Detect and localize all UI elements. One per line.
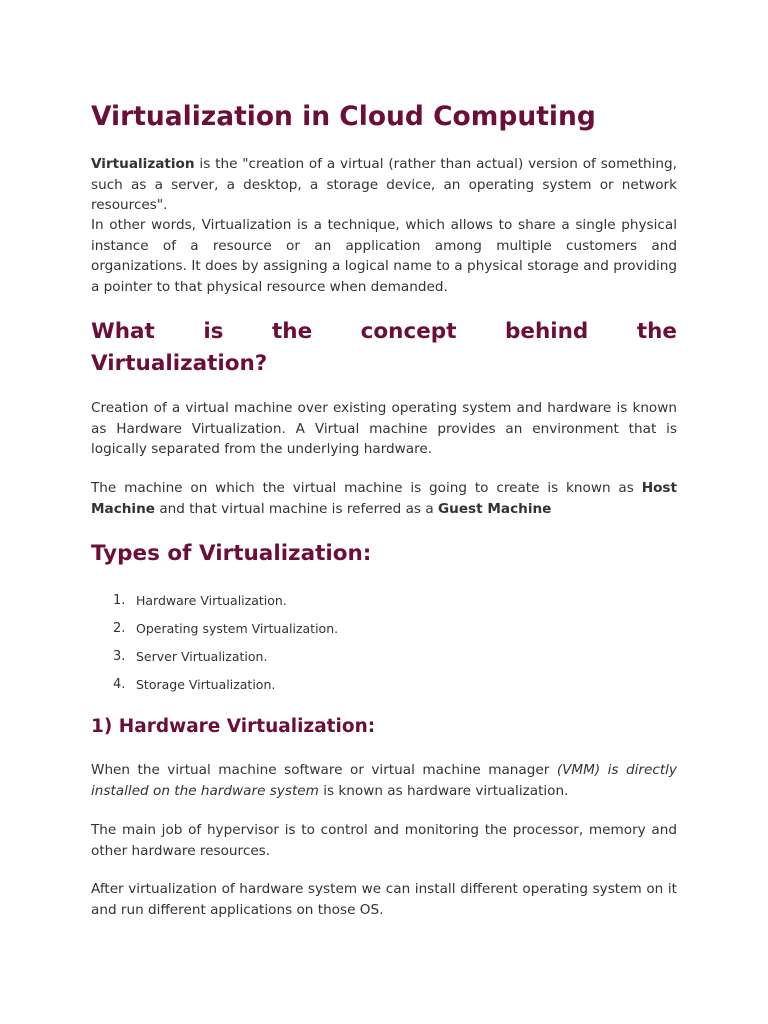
list-item-label: Storage Virtualization. bbox=[136, 677, 276, 692]
list-item-number: 3. bbox=[113, 649, 126, 664]
hardware-paragraph-3: After virtualization of hardware system we can install different operating system on it and run different applications on those OS. bbox=[91, 881, 677, 918]
concept-paragraph-2-mid: and that virtual machine is referred as a bbox=[155, 500, 438, 517]
virtualization-term: Virtualization bbox=[91, 156, 195, 172]
list-item bbox=[91, 620, 677, 648]
list-item-label: Server Virtualization. bbox=[136, 649, 268, 664]
concept-heading bbox=[91, 316, 677, 380]
hardware-paragraph-2: The main job of hypervisor is to control and monitoring the processor, memory and other hardware resources. bbox=[91, 822, 677, 859]
types-list bbox=[91, 592, 677, 704]
hardware-paragraph-1-start: When the virtual machine software or virtual machine manager bbox=[91, 762, 557, 778]
list-item-number: 1. bbox=[113, 593, 126, 608]
concept-heading-line2: Virtualization? bbox=[91, 351, 268, 376]
guest-machine-term: Guest Machine bbox=[438, 500, 552, 517]
list-item bbox=[91, 592, 677, 620]
list-item-number: 4. bbox=[113, 677, 126, 692]
list-item bbox=[91, 648, 677, 676]
list-item bbox=[91, 676, 677, 704]
list-item-label: Hardware Virtualization. bbox=[136, 593, 287, 608]
page-title: Virtualization in Cloud Computing bbox=[91, 101, 596, 132]
intro-paragraph bbox=[91, 154, 677, 216]
vmm-italic-text: (VMM) is directly installed on the hardware system bbox=[91, 762, 677, 799]
hardware-paragraph-1 bbox=[91, 760, 677, 801]
intro-paragraph-2: In other words, Virtualization is a technique, which allows to share a single physical instance of a resource or an application among multiple customers and organizations. It does by assigning a logical name to a physical storage and providing a pointer to that physical resource when demanded. bbox=[91, 217, 677, 295]
virtualization-definition: is the "creation of a virtual (rather than actual) version of something, such as a server, a desktop, a storage device, an operating system or network resources". bbox=[91, 156, 677, 213]
types-heading: Types of Virtualization: bbox=[91, 541, 372, 566]
list-item-label: Operating system Virtualization. bbox=[136, 621, 339, 636]
host-machine-term: Host Machine bbox=[91, 480, 677, 517]
concept-heading-line1: What is the concept behind the bbox=[91, 319, 677, 344]
concept-paragraph-2 bbox=[91, 478, 677, 519]
list-item-number: 2. bbox=[113, 621, 126, 636]
concept-paragraph-1: Creation of a virtual machine over existing operating system and hardware is known as Hardware Virtualization. A Virtual machine provides an environment that is logically separated from the underlying hardware. bbox=[91, 400, 677, 457]
hardware-paragraph-1-end: is known as hardware virtualization. bbox=[318, 782, 569, 799]
hardware-virtualization-heading: 1) Hardware Virtualization: bbox=[91, 716, 376, 737]
concept-paragraph-2-start: The machine on which the virtual machine is going to create is known as bbox=[91, 480, 642, 496]
